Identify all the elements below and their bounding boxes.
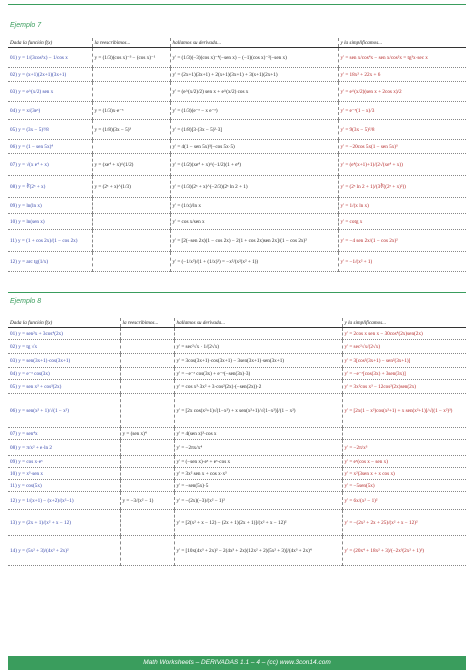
table-cell: y' = 6x/(x² − 1)²: [342, 492, 466, 510]
table-cell: y' = [2(−sen 2x)(1 − cos 2x) − 2(1 + cos 2x)sen 2x]/(1 − cos 2x)²: [170, 230, 338, 252]
table-cell: y' = cotg x: [338, 214, 466, 230]
table-cell: 05) y = (3x − 5)³/8: [8, 120, 92, 140]
table-row: [8, 230, 466, 252]
table-cell: y' = sec²√x/(2√x): [342, 340, 466, 354]
table-cell: 01) y = sen²x + 3cos⁴(2x): [8, 328, 120, 340]
table-cell: [120, 440, 174, 456]
column-header: la reescribimos...: [120, 318, 174, 328]
table-cell: y' = cos x/sen x: [170, 214, 338, 230]
table-row: [8, 468, 466, 480]
column-header: hallamos su derivada...: [174, 318, 342, 328]
table-cell: 08) y = ∛(2ˣ + x): [8, 176, 92, 198]
table-cell: y' = e^(x/2)(sen x + 2cos x)/2: [338, 82, 466, 102]
table-cell: [92, 214, 170, 230]
table-row: [8, 492, 466, 510]
table-cell: y' = sec²√x · 1/(2√x): [174, 340, 342, 354]
table-cell: y' = [2(x² + x − 12) − (2x + 1)(2x + 1)]/(x² + x − 12)²: [174, 510, 342, 536]
table-cell: y = (1/8)(3x − 5)³: [92, 120, 170, 140]
table-row: [8, 120, 466, 140]
table-row: [8, 340, 466, 354]
table-cell: [342, 428, 466, 440]
table-row: [8, 102, 466, 120]
table-cell: 09) y = ln(ln x): [8, 198, 92, 214]
table-cell: [92, 252, 170, 272]
table-cell: 10) y = x³·sen x: [8, 468, 120, 480]
table-cell: y' = −20cos 5x(1 − sen 5x)³: [338, 140, 466, 154]
table-row: [8, 394, 466, 428]
table-row: [8, 140, 466, 154]
table-row: [8, 252, 466, 272]
table-header-row: [8, 318, 466, 328]
table-cell: [120, 354, 174, 368]
table-row: [8, 536, 466, 566]
table-cell: y' = −(2x)(−3)/(x² − 1)²: [174, 492, 342, 510]
example7-title: Ejemplo 7: [10, 22, 42, 29]
column-header: y la simplificamos...: [338, 38, 466, 48]
column-header: y la simplificamos...: [342, 318, 466, 328]
table-cell: y' = −2πx/x⁴: [174, 440, 342, 456]
table-cell: [120, 456, 174, 468]
column-header: Dada la función f(x): [8, 38, 92, 48]
table-cell: 04) y = x/(3eˣ): [8, 102, 92, 120]
table-cell: 02) y = (x+1)(2x+1)(3x+1): [8, 68, 92, 82]
table-cell: [92, 140, 170, 154]
table-cell: y' = (1/3)(−3)(cos x)⁻⁴(−sen x) − (−1)(cos x)⁻²(−sen x): [170, 48, 338, 68]
column-header: la reescribimos...: [92, 38, 170, 48]
table-cell: [92, 82, 170, 102]
table-cell: y = (sen x)⁴: [120, 428, 174, 440]
table-cell: y' = −e⁻ˣ[cos(3x) + 3sen(3x)]: [342, 368, 466, 380]
table-cell: 07) y = sen⁴x: [8, 428, 120, 440]
table-cell: 06) y = sen(x² + 1)/√(1 − x²): [8, 394, 120, 428]
table-cell: y' = −1/(x² + 1): [338, 252, 466, 272]
example8-title: Ejemplo 8: [10, 298, 42, 305]
table-cell: y = −3/(x² − 1): [120, 492, 174, 510]
table-cell: [120, 394, 174, 428]
table-cell: 08) y = π/x² + e·ln 2: [8, 440, 120, 456]
table-cell: y' = eˣ(cos x − sen x): [342, 456, 466, 468]
table-row: [8, 480, 466, 492]
table-cell: 12) y = 1/(x+1) − (x+2)/(x²−1): [8, 492, 120, 510]
table-cell: y = (1/3)(cos x)⁻³ − (cos x)⁻¹: [92, 48, 170, 68]
table-row: [8, 82, 466, 102]
table-cell: [120, 510, 174, 536]
table-row: [8, 510, 466, 536]
table-row: [8, 328, 466, 340]
table-cell: 12) y = arc tg(1/x): [8, 252, 92, 272]
table-cell: y' = [10x(4x³ + 2x)² − 2(4x³ + 2x)(12x² + 2)(5x² + 3)]/(4x³ + 2x)⁴: [174, 536, 342, 566]
table-cell: y' = (1/x)/ln x: [170, 198, 338, 214]
table-row: [8, 368, 466, 380]
table-cell: [120, 480, 174, 492]
table-cell: y' = −5sen(5x): [342, 480, 466, 492]
table-cell: y' = [2x cos(x²+1)√(1−x²) + x sen(x²+1)/√(1−x²)]/(1 − x²): [174, 394, 342, 428]
table-cell: y' = (1/3)(e⁻ˣ − x e⁻ˣ): [170, 102, 338, 120]
table-cell: y' = 18x² + 22x + 6: [338, 68, 466, 82]
table-cell: [92, 230, 170, 252]
table-cell: y = (xe⁴ + x)^(1/2): [92, 154, 170, 176]
table-cell: [174, 328, 342, 340]
table-cell: y' = 4(sen x)³·cos x: [174, 428, 342, 440]
table-row: [8, 214, 466, 230]
table-row: [8, 380, 466, 394]
table-cell: y' = 3cos(3x+1)·cos(3x+1) − 3sen(3x+1)·sen(3x+1): [174, 354, 342, 368]
example8-table: [8, 318, 466, 566]
table-cell: y' = (2x+1)(3x+1) + 2(x+1)(3x+1) + 3(x+1)(2x+1): [170, 68, 338, 82]
table-cell: [120, 368, 174, 380]
table-cell: y' = (2ˣ ln 2 + 1)/(3∛((2ˣ + x)²)): [338, 176, 466, 198]
table-cell: 03) y = sen(3x+1)·cos(3x+1): [8, 354, 120, 368]
table-cell: 13) y = (2x + 1)/(x² + x − 12): [8, 510, 120, 536]
table-cell: y' = (e^(x/2)/2) sen x + e^(x/2) cos x: [170, 82, 338, 102]
table-cell: y' = sen x/cos⁴x − sen x/cos²x = tg³x·sec x: [338, 48, 466, 68]
table-cell: [120, 340, 174, 354]
table-cell: y' = (1/3)(2ˣ + x)^(−2/3)(2ˣ ln 2 + 1): [170, 176, 338, 198]
table-cell: y' = 1/(x ln x): [338, 198, 466, 214]
table-header-row: [8, 38, 466, 48]
table-cell: [120, 328, 174, 340]
table-cell: 04) y = e⁻ˣ cos(3x): [8, 368, 120, 380]
table-cell: [120, 380, 174, 394]
table-cell: y' = 3x² sen x + cos x·x³: [174, 468, 342, 480]
example7-table: [8, 38, 466, 272]
table-cell: y' = −2π/x³: [342, 440, 466, 456]
table-cell: y' = (20x⁴ + 18x² + 3)/(−2x³(2x² + 1)³): [342, 536, 466, 566]
middle-rule: [8, 292, 466, 293]
table-cell: y' = (−sen x)·eˣ + eˣ·cos x: [174, 456, 342, 468]
table-cell: y' = 9(3x − 5)²/8: [338, 120, 466, 140]
table-cell: y = (1/3)x·e⁻ˣ: [92, 102, 170, 120]
table-cell: y' = 3[cos²(3x+1) − sen²(3x+1)]: [342, 354, 466, 368]
footer: Math Worksheets – DERIVADAS 1.1 – 4 – (cc) www.3con14.com: [8, 656, 466, 670]
table-cell: y' = (1/8)[3·(3x − 5)²·3]: [170, 120, 338, 140]
table-cell: 06) y = (1 − sen 5x)⁴: [8, 140, 92, 154]
table-row: [8, 48, 466, 68]
table-cell: y' = −e⁻ˣ cos(3x) + e⁻ˣ(−sen(3x)·3): [174, 368, 342, 380]
table-cell: y' = (1/2)(xe⁴ + x)^(−1/2)(1 + e⁴): [170, 154, 338, 176]
table-row: [8, 428, 466, 440]
table-cell: [92, 68, 170, 82]
table-cell: 14) y = (5x² + 3)/(4x³ + 2x)²: [8, 536, 120, 566]
table-cell: y' = e⁻ˣ(1 − x)/3: [338, 102, 466, 120]
table-row: [8, 176, 466, 198]
table-cell: 03) y = e^(x/2) sen x: [8, 82, 92, 102]
column-header: hallamos su derivada...: [170, 38, 338, 48]
table-row: [8, 354, 466, 368]
table-cell: y = (2ˣ + x)^(1/3): [92, 176, 170, 198]
table-cell: y' = cos x³·3x² + 3·cos²(2x)·(−sen(2x))·2: [174, 380, 342, 394]
table-row: [8, 456, 466, 468]
top-rule: [8, 4, 466, 5]
column-header: Dada la función f(x): [8, 318, 120, 328]
table-row: [8, 440, 466, 456]
table-cell: y' = 4(1 − sen 5x)³(−cos 5x·5): [170, 140, 338, 154]
table-cell: [120, 536, 174, 566]
table-row: [8, 154, 466, 176]
table-row: [8, 198, 466, 214]
table-cell: 01) y = 1/(3cos³x) − 1/cos x: [8, 48, 92, 68]
table-cell: y' = −(2x² + 2x + 25)/(x² + x − 12)²: [342, 510, 466, 536]
table-cell: 10) y = ln(sen x): [8, 214, 92, 230]
table-cell: y' = −sen(5x)·5: [174, 480, 342, 492]
table-cell: 09) y = cos x·eˣ: [8, 456, 120, 468]
table-cell: 11) y = cos(5x): [8, 480, 120, 492]
table-cell: y' = (−1/x²)/(1 + (1/x)²) = −x²/(x²(x² + 1)): [170, 252, 338, 272]
table-cell: 11) y = (1 + cos 2x)/(1 − cos 2x): [8, 230, 92, 252]
table-cell: y' = −4 sen 2x/(1 − cos 2x)²: [338, 230, 466, 252]
table-cell: y' = (e⁴(x+1)+1)/(2√(xe⁴ + x)): [338, 154, 466, 176]
table-cell: [120, 468, 174, 480]
table-cell: y' = 2cos x sen x − 30cos⁴(2x)sen(2x): [342, 328, 466, 340]
table-cell: y' = 3x²cos x³ − 12cos²(2x)sen(2x): [342, 380, 466, 394]
table-cell: 05) y = sen x³ + cos³(2x): [8, 380, 120, 394]
table-cell: y' = [2x(1 − x²)cos(x²+1) + x sen(x²+1)]/√((1 − x²)³): [342, 394, 466, 428]
table-cell: [92, 198, 170, 214]
table-cell: 07) y = √(x e⁴ + x): [8, 154, 92, 176]
table-cell: y' = x²(3sen x + x cos x): [342, 468, 466, 480]
table-row: [8, 68, 466, 82]
table-cell: 02) y = tg √x: [8, 340, 120, 354]
